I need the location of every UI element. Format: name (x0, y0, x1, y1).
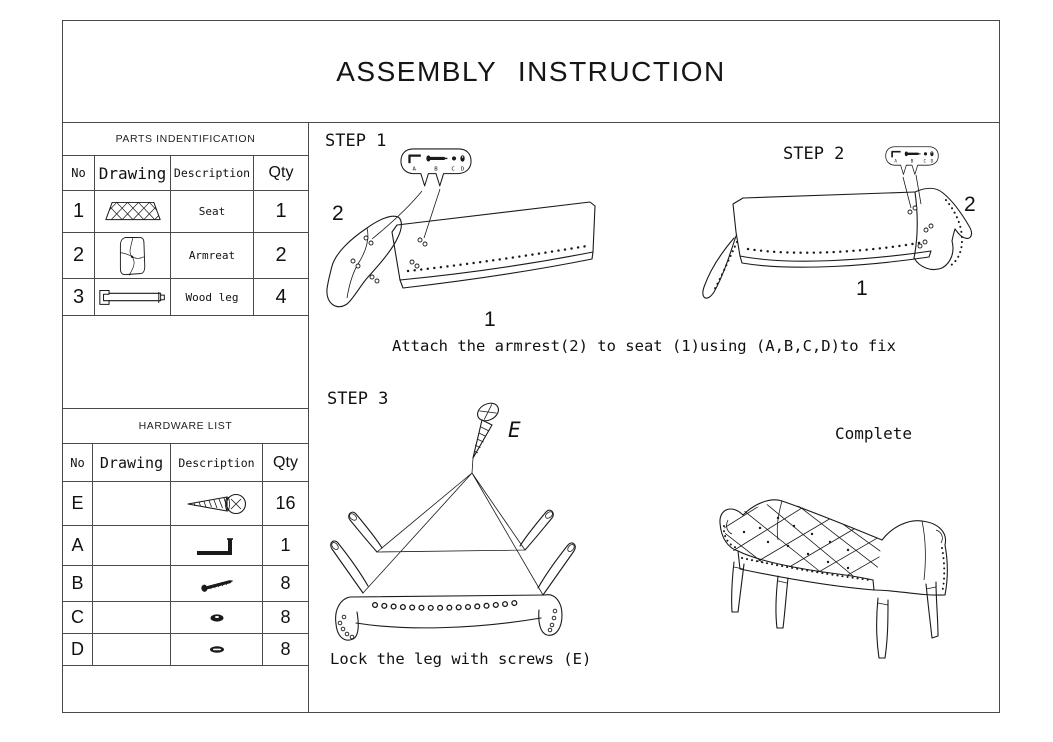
part-description: Armreat (171, 233, 254, 279)
hw-drawing-empty (93, 526, 171, 566)
nail-trim-right-arm (942, 548, 944, 593)
step2-label: STEP 2 (783, 144, 845, 164)
tuft-buttons (743, 517, 849, 569)
hw-qty: 1 (263, 526, 308, 566)
complete-diagram (698, 468, 993, 690)
parts-col-description: Description (171, 156, 254, 191)
small-screw-icon (171, 566, 263, 602)
hw-col-no: No (63, 444, 93, 482)
step3-assembly-lines (363, 458, 543, 595)
part-no: 3 (63, 279, 95, 316)
allen-key-icon (171, 526, 263, 566)
step3-label: STEP 3 (327, 389, 389, 409)
washer-icon (171, 602, 263, 634)
hw-col-description: Description (171, 444, 263, 482)
parts-row-armrest (63, 233, 308, 279)
hardware-table-empty-box (63, 666, 308, 712)
part-qty: 2 (254, 233, 308, 279)
part-no: 2 (63, 233, 95, 279)
step1-seat-number: 1 (484, 308, 496, 331)
hw-qty: 8 (263, 602, 308, 634)
step2-seat-number: 1 (856, 277, 868, 300)
hardware-row-c (63, 602, 308, 634)
step2-hardware-balloon (886, 147, 939, 175)
hw-no: E (63, 482, 93, 526)
hw-drawing-empty (93, 566, 171, 602)
part-qty: 1 (254, 191, 308, 233)
large-screw-icon (171, 482, 263, 526)
hw-no: B (63, 566, 93, 602)
bench-legs (732, 562, 938, 658)
part-description: Seat (171, 191, 254, 233)
complete-label: Complete (835, 424, 913, 443)
step3-screw-letter: E (508, 418, 521, 442)
hw-no: C (63, 602, 93, 634)
hw-drawing-empty (93, 602, 171, 634)
hw-no: A (63, 526, 93, 566)
hardware-row-b (63, 566, 308, 602)
hw-col-qty: Qty (263, 444, 308, 482)
parts-panel (63, 123, 309, 712)
title-bar (63, 21, 999, 123)
hw-qty: 8 (263, 634, 308, 666)
seat-drawing-icon (95, 191, 171, 233)
part-qty: 4 (254, 279, 308, 316)
step1-leader-line-seat (424, 189, 440, 238)
step1-seat-part (392, 202, 595, 288)
parts-table-empty-box (63, 316, 308, 409)
hw-drawing-empty (93, 482, 171, 526)
parts-col-qty: Qty (254, 156, 308, 191)
hardware-table-header-row (63, 444, 308, 482)
hw-qty: 8 (263, 566, 308, 602)
hw-no: D (63, 634, 93, 666)
hw-col-drawing: Drawing (93, 444, 171, 482)
cap-nut-icon (171, 634, 263, 666)
step3-legs (330, 510, 575, 595)
armrest-drawing-icon (95, 233, 171, 279)
step2-attached-armrest-flap (703, 236, 737, 298)
hardware-row-d (63, 634, 308, 666)
step2-seat-part (733, 192, 931, 267)
step1-leader-line-armrest (372, 191, 422, 239)
parts-row-seat (63, 191, 308, 233)
part-no: 1 (63, 191, 95, 233)
hardware-row-e (63, 482, 308, 526)
step2-diagram (700, 142, 995, 322)
tufting-pattern (708, 488, 912, 590)
step3-seat-base (336, 595, 562, 640)
step1-armrest-part (327, 216, 401, 307)
step12-caption: Attach the armrest(2) to seat (1)using (A,B,C,D)to fix (392, 337, 896, 355)
complete-bench-drawing (708, 488, 947, 658)
step3-diagram (316, 396, 616, 646)
page-title: ASSEMBLY INSTRUCTION (336, 55, 726, 87)
part-description: Wood leg (171, 279, 254, 316)
hardware-table-title: HARDWARE LIST (63, 409, 308, 444)
hw-qty: 16 (263, 482, 308, 526)
hw-drawing-empty (93, 634, 171, 666)
step3-screw-e (473, 400, 501, 458)
parts-table-title: PARTS INDENTIFICATION (63, 123, 308, 156)
step1-diagram (312, 140, 647, 340)
step2-armrest-number: 2 (964, 193, 976, 216)
step1-armrest-number: 2 (332, 202, 344, 225)
step3-caption: Lock the leg with screws (E) (330, 650, 592, 668)
parts-col-drawing: Drawing (95, 156, 171, 191)
hardware-row-a (63, 526, 308, 566)
parts-table-header-row (63, 156, 308, 191)
step1-hardware-balloon (401, 149, 471, 186)
step2-armrest-part (908, 188, 972, 269)
step1-label: STEP 1 (325, 131, 387, 151)
wood-leg-drawing-icon (95, 279, 171, 316)
parts-row-wood-leg (63, 279, 308, 316)
parts-col-no: No (63, 156, 95, 191)
